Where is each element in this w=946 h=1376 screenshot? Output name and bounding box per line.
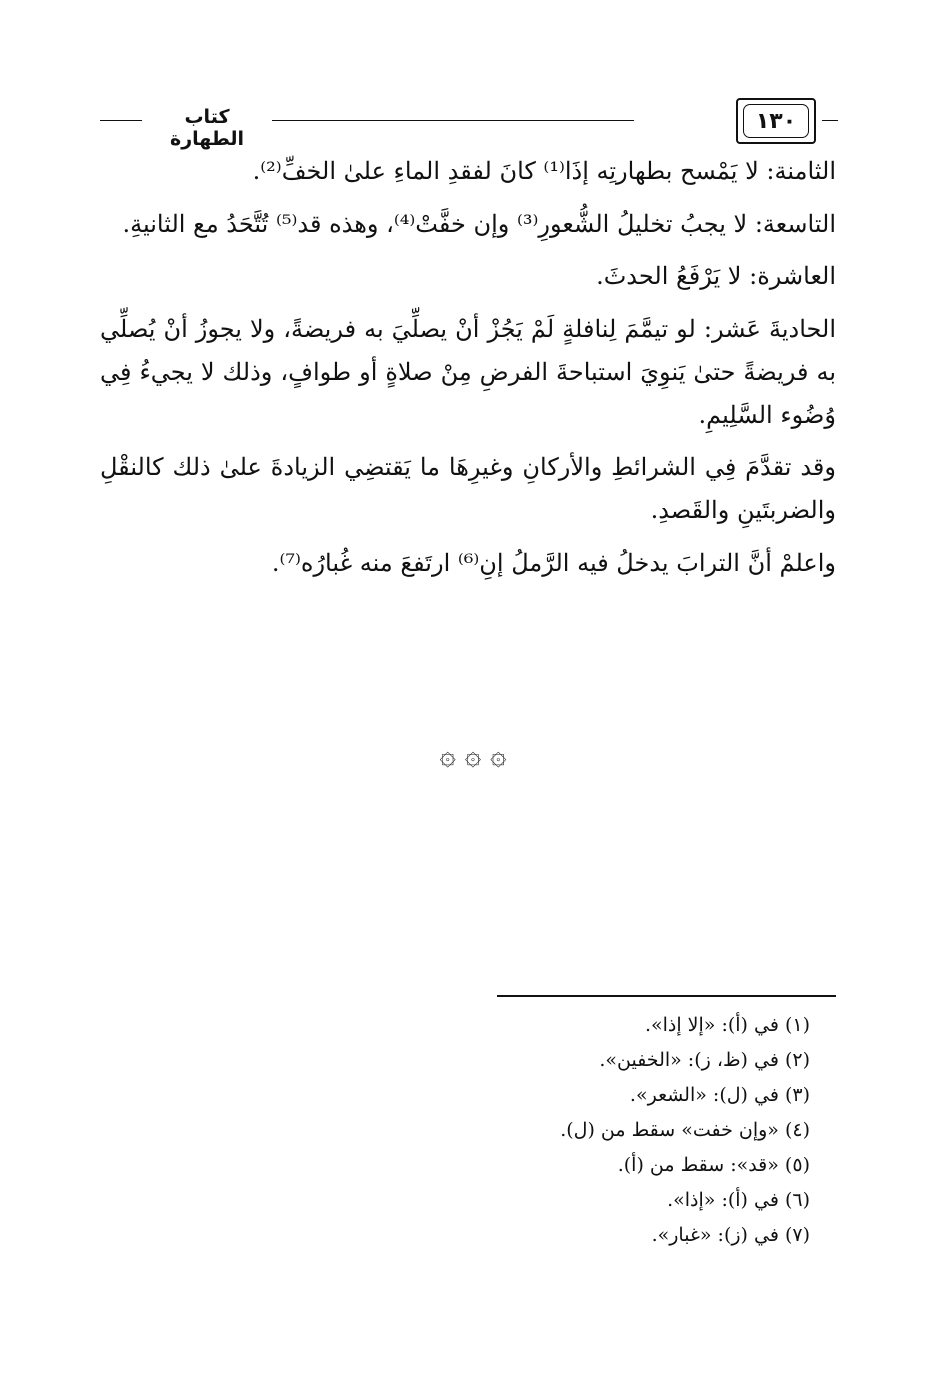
page-number-box xyxy=(736,98,816,144)
paragraph-note-on-sand: واعلمْ أنَّ الترابَ يدخلُ فيه الرَّملُ إنِ⁽⁶⁾ ارتَفعَ منه غُبارُه⁽⁷⁾. xyxy=(271,548,836,577)
footnote-2: (٢) في (ظ، ز): «الخفين». xyxy=(599,1049,810,1071)
page-header xyxy=(100,92,836,148)
paragraph-previously-mentioned: وقد تقدَّمَ فِي الشرائطِ والأركانِ وغيرِهَا ما يَقتضِي الزيادةَ علىٰ ذلك كالنقْلِ والضربتَينِ والقَصدِ. xyxy=(100,453,836,525)
section-end-ornament: ۞ ۞ ۞ xyxy=(439,738,507,771)
footnote-7: (٧) في (ز): «غبار». xyxy=(651,1224,810,1246)
footnote-separator xyxy=(497,995,836,997)
header-rule-middle xyxy=(272,120,634,121)
paragraph-eighth: الثامنة: لا يَمْسح بطهارتِه إذَا⁽¹⁾ كانَ لفقدِ الماءِ علىٰ الخفِّ⁽²⁾. xyxy=(252,157,836,185)
footnote-5: (٥) «قد»: سقط من (أ). xyxy=(617,1154,810,1176)
book-title: كتاب الطهارة xyxy=(170,106,244,150)
paragraph-tenth: العاشرة: لا يَرْفَعُ الحدثَ. xyxy=(596,262,836,291)
footnote-1: (١) في (أ): «إلا إذا». xyxy=(644,1014,810,1036)
header-rule-left xyxy=(100,120,142,121)
footnotes xyxy=(300,1008,810,1253)
footnote-3: (٣) في (ل): «الشعر». xyxy=(629,1084,810,1106)
paragraph-ninth: التاسعة: لا يجبُ تخليلُ الشُّعورِ⁽³⁾ وإن خفَّتْ⁽⁴⁾، وهذه قد⁽⁵⁾ تُتَّحَدُ مع الثانيةِ. xyxy=(122,209,836,238)
main-text xyxy=(100,150,836,594)
header-rule-right xyxy=(822,120,838,121)
page-number: ١٣٠ xyxy=(743,104,809,138)
footnote-6: (٦) في (أ): «إذا». xyxy=(667,1189,810,1211)
paragraph-eleventh: الحاديةَ عَشر: لو تيمَّمَ لِنافلةٍ لَمْ يَجُزْ أنْ يصلِّيَ به فريضةً، ولا يجوزُ أنْ يُصلِّي به فريضةً حتىٰ يَنوِيَ استباحةَ الفرضِ مِنْ صلاةٍ أو طوافٍ، وذلك لا يجيءُ فِي وُضُوء السَّلِيمِ. xyxy=(100,315,836,429)
footnote-4: (٤) «وإن خفت» سقط من (ل). xyxy=(560,1119,810,1141)
